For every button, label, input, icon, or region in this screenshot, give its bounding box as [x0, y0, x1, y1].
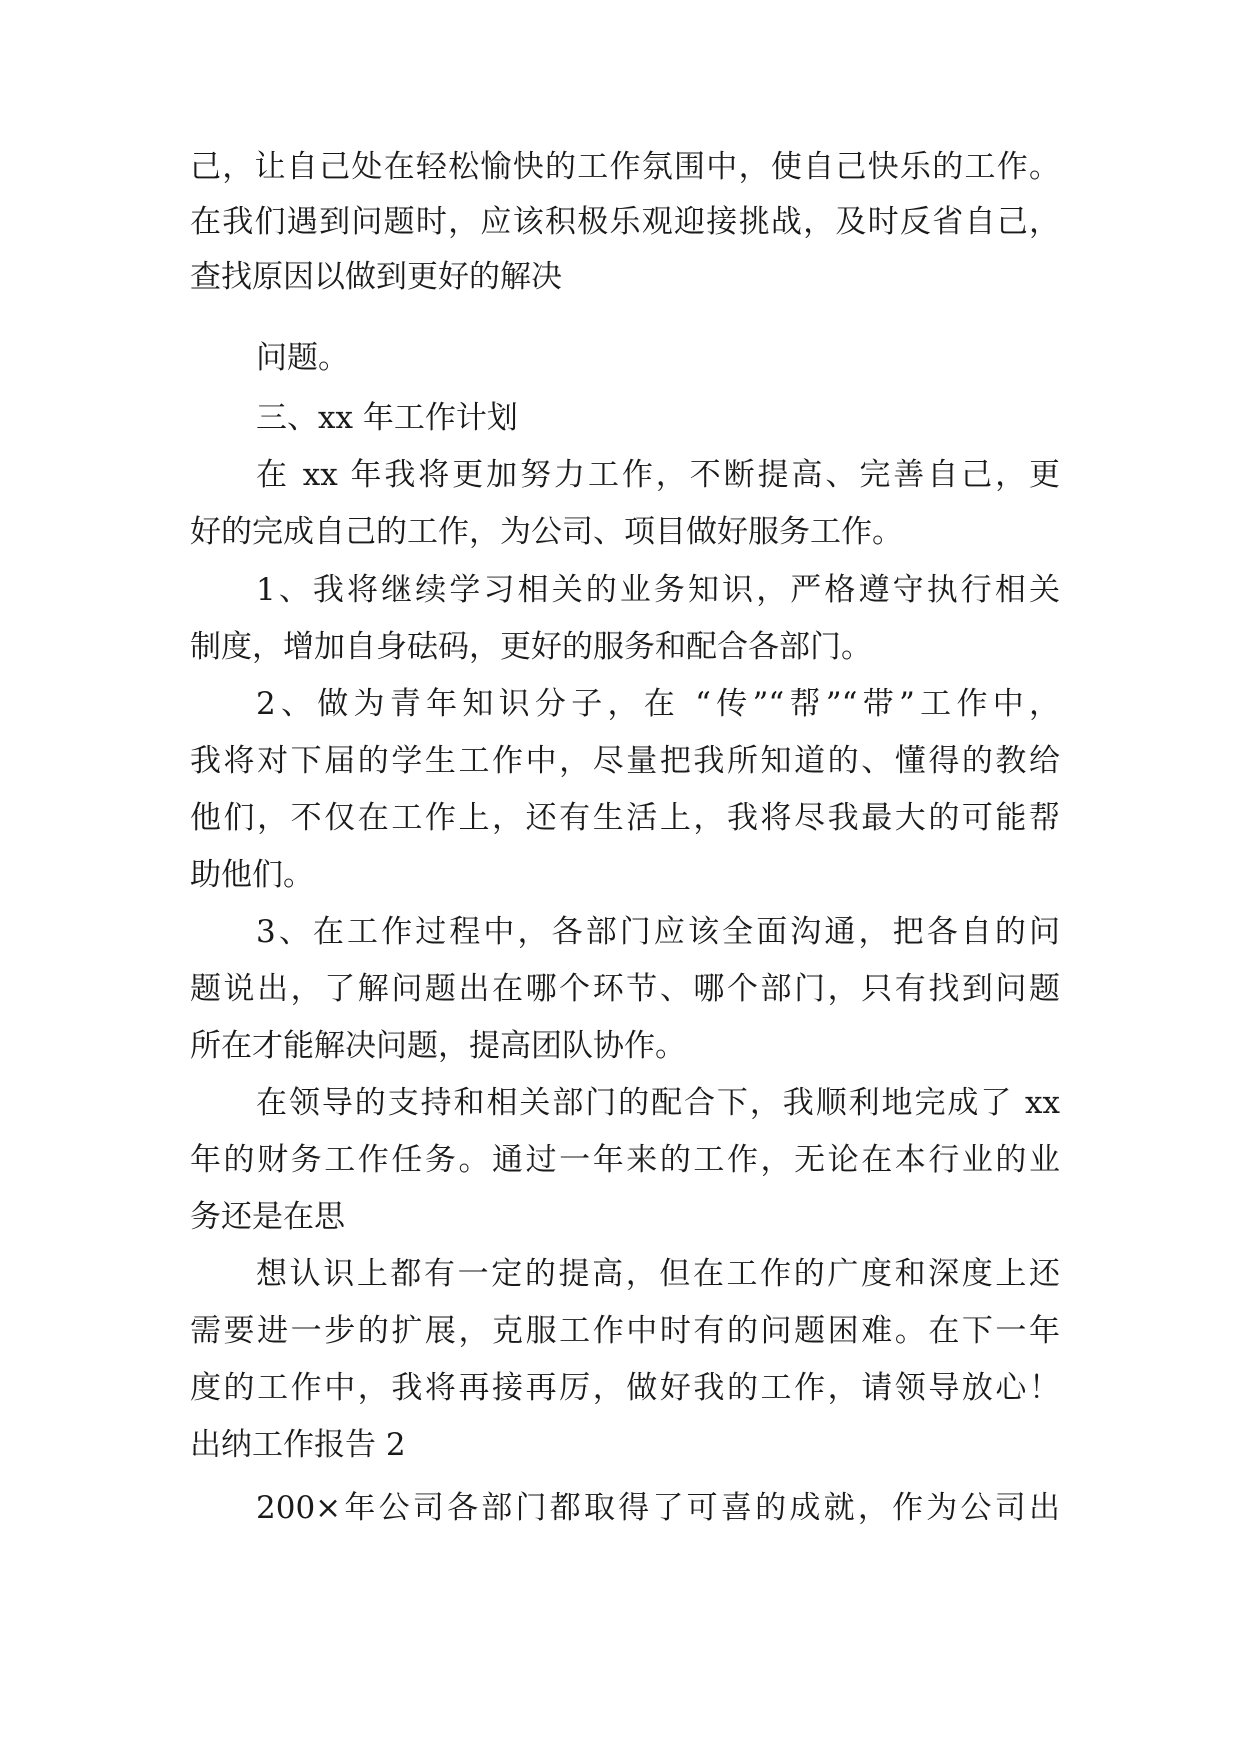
text-line: 在 xx 年我将更加努力工作，不断提高、完善自己，更 [256, 457, 1060, 493]
text-line: 他们，不仅在工作上，还有生活上，我将尽我最大的可能帮 [190, 800, 1060, 836]
text-line: 制度，增加自身砝码，更好的服务和配合各部门。 [190, 629, 872, 665]
text-line: 助他们。 [190, 857, 314, 893]
text-line: 年的财务工作任务。通过一年来的工作，无论在本行业的业 [190, 1142, 1060, 1178]
text-line: 务还是在思 [190, 1199, 345, 1235]
text-line: 问题。 [256, 340, 349, 376]
section-heading: 三、xx 年工作计划 [256, 400, 518, 436]
text-line: 3、在工作过程中，各部门应该全面沟通，把各自的问 [256, 914, 1060, 950]
text-line: 需要进一步的扩展，克服工作中时有的问题困难。在下一年 [190, 1313, 1060, 1349]
text-line: 度的工作中，我将再接再厉，做好我的工作，请领导放心！ [190, 1370, 1060, 1406]
text-line: 在我们遇到问题时，应该积极乐观迎接挑战，及时反省自己， [190, 204, 1060, 240]
text-line: 2、做为青年知识分子，在 “传”“帮”“带”工作中， [256, 686, 1060, 722]
text-line: 1、我将继续学习相关的业务知识，严格遵守执行相关 [256, 572, 1060, 608]
text-line: 我将对下届的学生工作中，尽量把我所知道的、懂得的教给 [190, 743, 1060, 779]
text-line: 在领导的支持和相关部门的配合下，我顺利地完成了 xx [256, 1085, 1060, 1121]
text-line: 查找原因以做到更好的解决 [190, 259, 562, 295]
text-line: 题说出，了解问题出在哪个环节、哪个部门，只有找到问题 [190, 971, 1060, 1007]
text-line: 所在才能解决问题，提高团队协作。 [190, 1028, 686, 1064]
text-line: 想认识上都有一定的提高，但在工作的广度和深度上还 [256, 1256, 1060, 1292]
report-title: 出纳工作报告 2 [190, 1427, 406, 1463]
text-line: 好的完成自己的工作，为公司、项目做好服务工作。 [190, 514, 903, 550]
text-line: 己，让自己处在轻松愉快的工作氛围中，使自己快乐的工作。 [190, 149, 1060, 185]
text-line: 200×年公司各部门都取得了可喜的成就，作为公司出 [256, 1490, 1060, 1526]
